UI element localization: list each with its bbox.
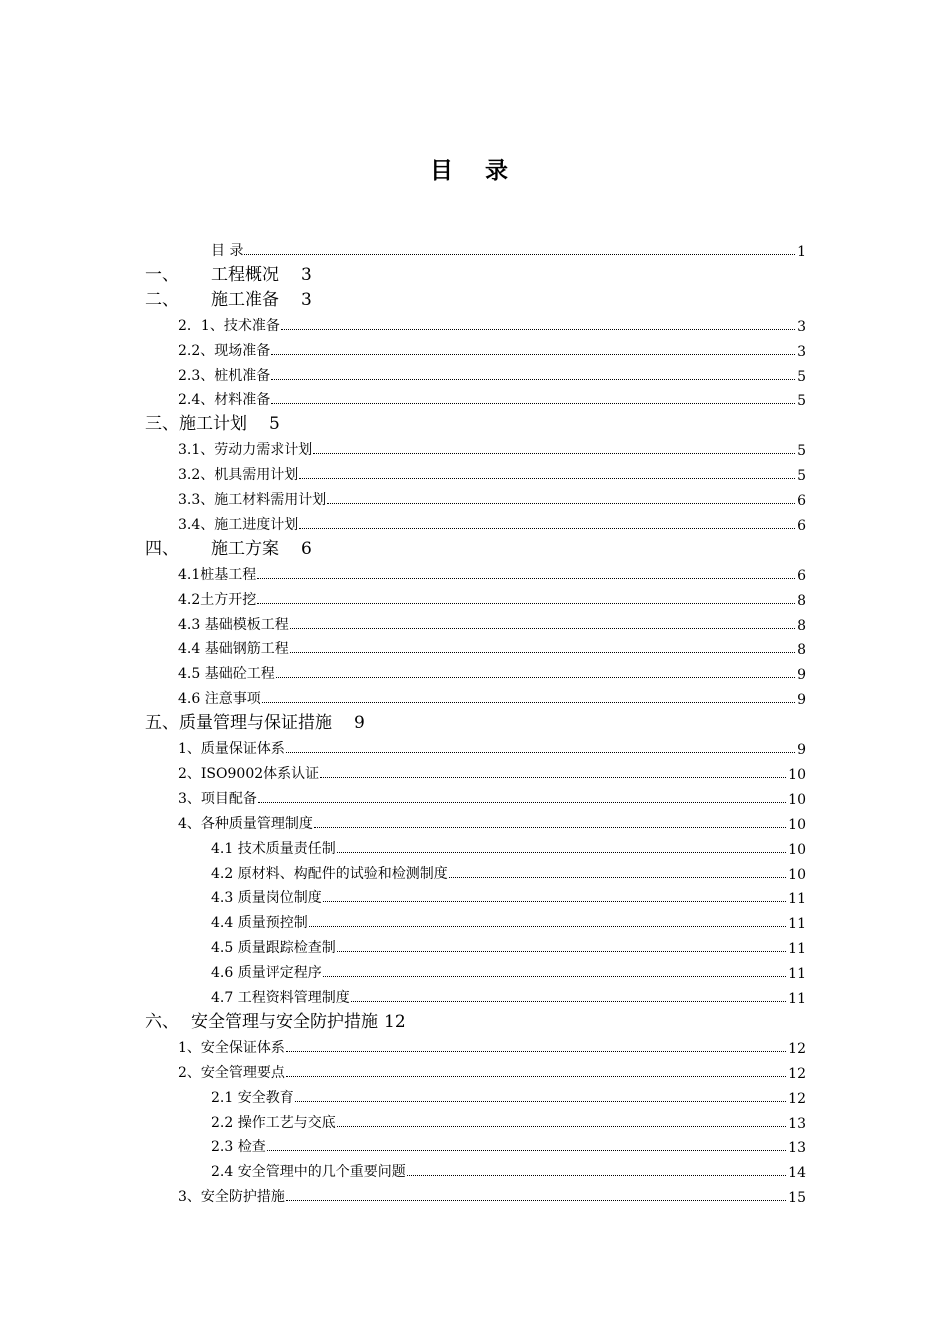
- toc-page-number: 1: [797, 244, 806, 260]
- toc-entry[interactable]: [178, 361, 806, 385]
- dot-leader: [257, 578, 795, 579]
- toc-entry-label: 4.2 原材料、构配件的试验和检测制度: [211, 865, 448, 882]
- toc-chapter-entry[interactable]: [145, 286, 312, 310]
- chapter-number: 六、: [145, 1011, 179, 1032]
- toc-entry-label: 4.3 质量岗位制度: [211, 890, 322, 907]
- toc-entry[interactable]: [178, 485, 806, 509]
- toc-page-number: 6: [797, 567, 806, 584]
- toc-page-number: 8: [797, 592, 806, 609]
- dot-leader: [290, 652, 795, 653]
- toc-entry[interactable]: [178, 460, 806, 484]
- toc-entry[interactable]: [178, 510, 806, 534]
- toc-entry-label: 4.2土方开挖: [178, 591, 257, 608]
- toc-page-number: 13: [788, 1140, 806, 1157]
- toc-entry-label: 3.1、劳动力需求计划: [178, 442, 313, 459]
- dot-leader: [281, 329, 795, 330]
- toc-entry-label: 3、项目配备: [178, 790, 257, 807]
- dot-leader: [262, 702, 795, 703]
- toc-entry[interactable]: [211, 236, 806, 260]
- toc-entry-label: 2、ISO9002体系认证: [178, 765, 320, 782]
- toc-entry[interactable]: [211, 1108, 806, 1132]
- dot-leader: [244, 254, 795, 255]
- dot-leader: [271, 379, 795, 380]
- dot-leader: [286, 1200, 786, 1201]
- toc-page-number: 15: [788, 1190, 806, 1207]
- dot-leader: [323, 976, 786, 977]
- toc-entry[interactable]: [178, 385, 806, 409]
- dot-leader: [257, 603, 795, 604]
- toc-entry[interactable]: [211, 883, 806, 907]
- toc-page-number: 6: [301, 538, 312, 559]
- toc-page-number: 12: [788, 1065, 806, 1082]
- toc-page-number: 11: [788, 941, 806, 958]
- toc-entry[interactable]: [178, 610, 806, 634]
- toc-chapter-entry[interactable]: [145, 535, 312, 559]
- chapter-title: 施工方案: [211, 538, 279, 559]
- dot-leader: [286, 752, 795, 753]
- toc-entry-label: 4.6 质量评定程序: [211, 965, 322, 982]
- toc-entry-label: 目 录: [211, 243, 244, 259]
- toc-entry-label: 3.3、施工材料需用计划: [178, 492, 327, 508]
- dot-leader: [407, 1175, 786, 1176]
- toc-entry-label: 3、安全防护措施: [178, 1189, 285, 1206]
- dot-leader: [295, 1101, 786, 1102]
- toc-entry-label: 1、质量保证体系: [178, 741, 285, 757]
- toc-page-number: 9: [797, 742, 806, 758]
- toc-page-number: 10: [788, 866, 806, 883]
- dot-leader: [271, 354, 795, 355]
- dot-leader: [258, 802, 786, 803]
- chapter-number: 五、: [145, 713, 179, 734]
- toc-page-number: 3: [301, 289, 312, 310]
- toc-entry[interactable]: [178, 336, 806, 360]
- toc-page-number: 10: [788, 791, 806, 808]
- toc-entry[interactable]: [178, 1033, 806, 1057]
- toc-page-number: 3: [797, 318, 806, 335]
- toc-entry-label: 4.6 注意事项: [178, 691, 261, 708]
- toc-page-number: 5: [797, 393, 806, 410]
- toc-page-number: 10: [788, 816, 806, 833]
- chapter-number: 三、: [145, 414, 179, 435]
- toc-entry-label: 2.1 安全教育: [211, 1089, 294, 1106]
- page-title: 目 录: [429, 158, 520, 184]
- chapter-title: 安全管理与安全防护措施: [191, 1011, 378, 1032]
- dot-leader: [320, 777, 786, 778]
- toc-entry-label: 4.4 基础钢筋工程: [178, 641, 289, 658]
- toc-entry[interactable]: [178, 784, 806, 808]
- toc-entry[interactable]: [211, 834, 806, 858]
- toc-entry-label: 2.4、材料准备: [178, 392, 271, 409]
- toc-page-number: 8: [797, 642, 806, 659]
- toc-entry[interactable]: [211, 1083, 806, 1107]
- toc-entry-label: 1、安全保证体系: [178, 1039, 285, 1056]
- toc-entry[interactable]: [211, 859, 806, 883]
- toc-entry-label: 2.2 操作工艺与交底: [211, 1114, 336, 1131]
- toc-page-number: 5: [797, 443, 806, 460]
- toc-page-number: 12: [384, 1011, 406, 1032]
- toc-entry[interactable]: [211, 1157, 806, 1181]
- toc-entry[interactable]: [211, 933, 806, 957]
- toc-entry[interactable]: [178, 684, 806, 708]
- toc-page-number: 3: [797, 343, 806, 360]
- toc-chapter-entry[interactable]: [145, 709, 365, 733]
- toc-entry[interactable]: [178, 585, 806, 609]
- toc-page-number: 9: [354, 713, 365, 734]
- chapter-title: 工程概况: [211, 264, 279, 285]
- toc-entry-label: 4.1桩基工程: [178, 566, 257, 583]
- chapter-title: 施工准备: [211, 289, 279, 310]
- toc-entry[interactable]: [178, 634, 806, 658]
- toc-entry[interactable]: [178, 809, 806, 833]
- toc-entry[interactable]: [178, 1058, 806, 1082]
- dot-leader: [286, 1076, 786, 1077]
- toc-page-number: 12: [788, 1040, 806, 1057]
- toc-page-number: 11: [788, 916, 806, 933]
- dot-leader: [299, 528, 795, 529]
- toc-entry-label: 4.5 质量跟踪检查制: [211, 940, 336, 957]
- toc-page-number: 5: [269, 414, 280, 435]
- dot-leader: [313, 453, 795, 454]
- dot-leader: [337, 951, 786, 952]
- toc-page-number: 6: [797, 517, 806, 534]
- dot-leader: [276, 677, 795, 678]
- dot-leader: [299, 478, 795, 479]
- toc-entry-label: 2.3 检查: [211, 1139, 266, 1156]
- chapter-title: 施工计划: [179, 414, 247, 435]
- toc-entry[interactable]: [178, 659, 806, 683]
- toc-entry-label: 3.4、施工进度计划: [178, 516, 299, 533]
- toc-entry-label: 2.4 安全管理中的几个重要问题: [211, 1164, 406, 1181]
- dot-leader: [267, 1150, 786, 1151]
- toc-entry[interactable]: [211, 958, 806, 982]
- toc-entry[interactable]: [211, 908, 806, 932]
- toc-page-number: 12: [788, 1090, 806, 1107]
- toc-entry[interactable]: [211, 1132, 806, 1156]
- toc-entry-label: 2．1、技术准备: [178, 317, 280, 334]
- dot-leader: [290, 628, 795, 629]
- toc-page-number: 11: [788, 891, 806, 908]
- toc-page-number: 10: [788, 841, 806, 858]
- toc-entry-label: 4.5 基础砼工程: [178, 666, 275, 683]
- toc-entry[interactable]: [211, 983, 806, 1007]
- toc-entry[interactable]: [178, 435, 806, 459]
- toc-entry-label: 2.3、桩机准备: [178, 367, 271, 384]
- toc-entry[interactable]: [178, 1182, 806, 1206]
- toc-entry-label: 3.2、机具需用计划: [178, 467, 299, 484]
- toc-entry-label: 4.4 质量预控制: [211, 915, 308, 932]
- toc-page-number: 5: [797, 368, 806, 385]
- dot-leader: [337, 1126, 786, 1127]
- toc-chapter-entry[interactable]: [145, 261, 312, 285]
- toc-chapter-entry[interactable]: [145, 410, 280, 434]
- toc-page-number: 13: [788, 1115, 806, 1132]
- toc-entry[interactable]: [178, 734, 806, 758]
- toc-entry-label: 4.7 工程资料管理制度: [211, 990, 350, 1006]
- dot-leader: [351, 1001, 786, 1002]
- toc-page-number: 10: [788, 766, 806, 783]
- toc-entry-label: 4.3 基础模板工程: [178, 616, 289, 633]
- dot-leader: [314, 827, 786, 828]
- toc-page-number: 6: [797, 493, 806, 509]
- toc-entry[interactable]: [178, 560, 806, 584]
- toc-entry-label: 4、各种质量管理制度: [178, 815, 313, 832]
- toc-page-number: 8: [797, 617, 806, 634]
- toc-entry[interactable]: [178, 311, 806, 335]
- chapter-title: 质量管理与保证措施: [179, 713, 332, 734]
- toc-page-number: 3: [301, 264, 312, 285]
- toc-page-number: 5: [797, 468, 806, 485]
- dot-leader: [337, 852, 786, 853]
- toc-page-number: 11: [788, 966, 806, 983]
- toc-page-number: 14: [788, 1165, 806, 1182]
- toc-page-number: 9: [797, 667, 806, 684]
- dot-leader: [271, 403, 795, 404]
- toc-entry-label: 4.1 技术质量责任制: [211, 840, 336, 857]
- toc-entry-label: 2、安全管理要点: [178, 1064, 285, 1081]
- toc-entry[interactable]: [178, 759, 806, 783]
- dot-leader: [449, 877, 786, 878]
- toc-page-number: 9: [797, 692, 806, 709]
- dot-leader: [286, 1051, 786, 1052]
- chapter-number: 二、: [145, 289, 179, 310]
- toc-page-number: 11: [788, 991, 806, 1007]
- dot-leader: [309, 926, 786, 927]
- chapter-number: 四、: [145, 538, 179, 559]
- toc-chapter-entry[interactable]: [145, 1008, 406, 1032]
- chapter-number: 一、: [145, 264, 179, 285]
- toc-entry-label: 2.2、现场准备: [178, 342, 271, 359]
- dot-leader: [327, 503, 795, 504]
- dot-leader: [323, 901, 786, 902]
